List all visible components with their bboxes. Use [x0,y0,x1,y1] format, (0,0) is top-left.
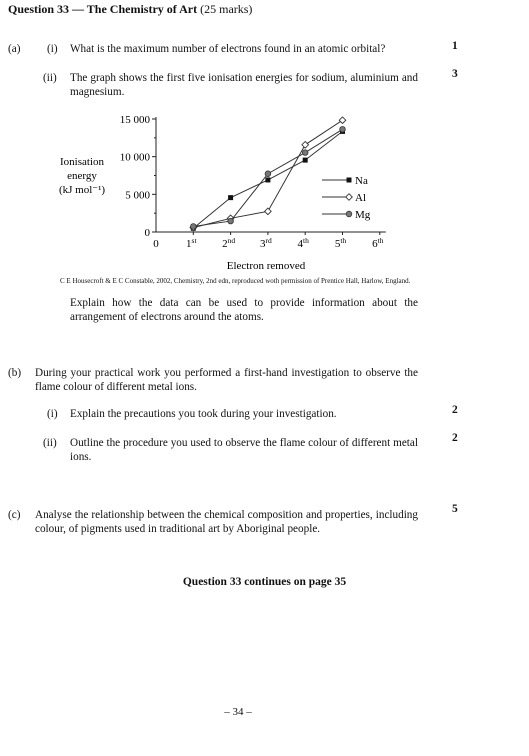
part-b-ii-marks: 2 [452,432,458,444]
chart-x-tick-label: 2nd [222,236,236,250]
part-a-i-marks: 1 [452,40,458,52]
series-mg-point [228,218,234,224]
series-al-point [339,117,346,124]
chart-x-tick-label: 4th [297,236,309,250]
legend-na-marker [347,178,352,183]
chart-ylabel-line-3: (kJ mol⁻¹) [58,184,106,196]
chart-x-tick-label: 3rd [260,236,272,250]
chart-x-tick-label: 1st [186,236,197,250]
chart-xlabel: Electron removed [226,260,306,272]
chart-y-tick-label: 0 [144,227,150,239]
legend-al-marker [346,194,353,201]
legend-mg-marker [346,211,352,217]
page-number: – 34 – [224,706,252,718]
part-a-ii-marks: 3 [452,68,458,80]
question-title-main: Question 33 — The Chemistry of Art [8,2,198,16]
continues-note: Question 33 continues on page 35 [182,576,347,588]
part-a-label: (a) [8,43,21,55]
part-b-i-text: Explain the precautions you took during your investigation. [70,408,337,420]
part-a-i-text: What is the maximum number of electrons found in an atomic orbital? [70,43,386,55]
series-na-point [303,158,308,163]
part-a-ii-label: (ii) [43,72,57,84]
part-c-text: Analyse the relationship between the chemical composition and properties, including colour, of pigments used in traditional art by Aboriginal people. [35,509,418,535]
legend-mg-label: Mg [355,209,371,221]
part-b-label: (b) [8,367,22,379]
part-a-i-label: (i) [47,43,58,55]
series-mg-point [340,127,346,133]
part-b-ii-text: Outline the procedure you used to observe the flame colour of different metal ions. [70,437,418,463]
part-b-ii-label: (ii) [43,437,57,449]
ionisation-energy-chart [0,0,529,290]
chart-x-tick-label: 5th [334,236,347,250]
part-c-marks: 5 [452,503,458,515]
chart-y-tick-label: 5 000 [125,189,150,202]
series-mg-point [191,224,197,230]
chart-y-tick-label: 15 000 [119,114,150,126]
chart-x-tick-label: 0 [153,238,159,250]
part-c-label: (c) [8,509,21,521]
legend-al-label: Al [355,192,366,204]
part-b-i-marks: 2 [452,404,458,416]
part-a-ii-explain: Explain how the data can be used to provide information about the arrangement of electrons around the atoms. [70,297,418,323]
series-al-point [302,141,309,148]
series-mg-point [302,150,308,156]
part-b-text: During your practical work you performed a first-hand investigation to observe the flame colour of different metal ions. [35,367,418,393]
series-na-point [265,177,270,182]
chart-legend [322,175,371,221]
series-al-point [265,208,272,215]
chart-credit: C E Housecroft & E C Constable, 2002, Chemistry, 2nd edn, reproduced woth permission of Prentice Hall, Harlow, England. [60,277,411,285]
chart-x-tick-label: 6th [372,236,384,250]
chart-axes [120,114,386,250]
series-na-point [228,195,233,200]
chart-ylabel-line-1: Ionisation [60,156,104,168]
part-b-i-label: (i) [47,408,58,420]
chart-y-tick-label: 10 000 [119,151,150,164]
part-a-ii-text: The graph shows the first five ionisation energies for sodium, aluminium and magnesium. [70,72,418,98]
legend-na-label: Na [355,175,368,187]
chart-ylabel-line-2: energy [67,170,97,182]
question-title-marks: (25 marks) [200,2,253,16]
series-mg-point [265,171,271,177]
